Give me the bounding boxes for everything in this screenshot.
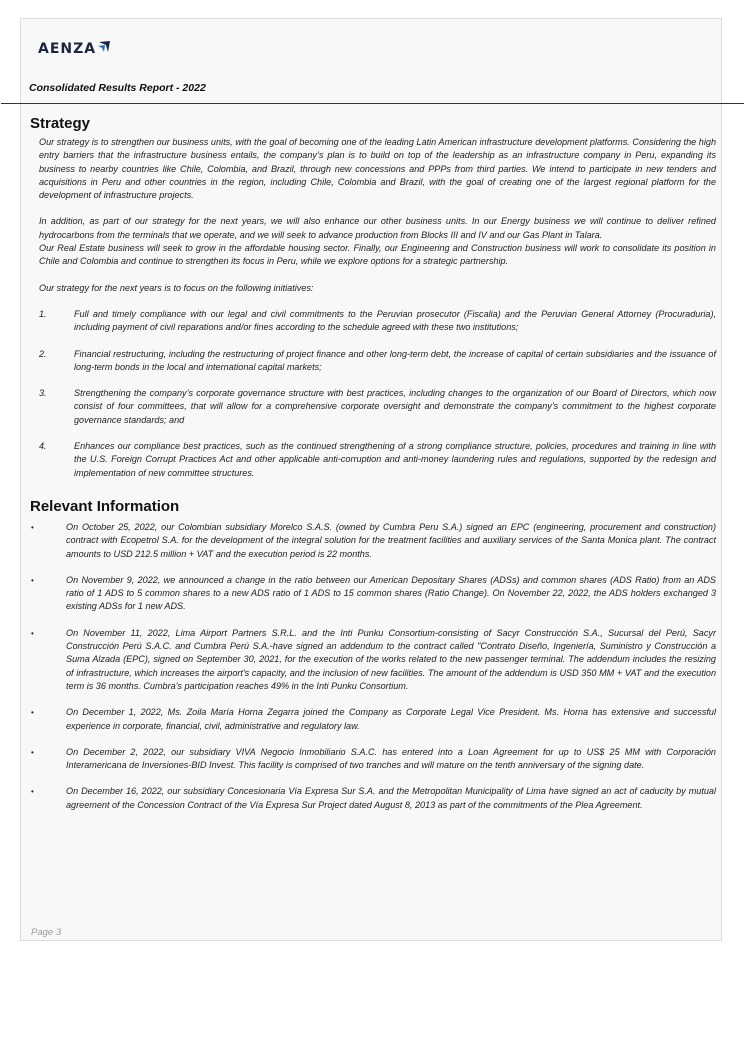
bullet-icon bbox=[30, 785, 66, 812]
document-page bbox=[20, 18, 722, 941]
bullet-icon bbox=[30, 627, 66, 693]
list-item bbox=[30, 574, 716, 614]
list-item-text: Enhances our compliance best practices, such as the continued strengthening of a strong compliance structure, policies, procedures and training in line with the U.S. Foreign Corrupt Practices Act and other applicable anti-corruption and anti-money laundering rules and regulations, supported by the redesign and implementation of new committee structures. bbox=[74, 441, 716, 478]
list-number: 1. bbox=[39, 308, 47, 319]
strategy-heading: Strategy bbox=[30, 115, 91, 132]
bullet-icon bbox=[30, 706, 66, 733]
logo-arrow-icon bbox=[97, 40, 111, 54]
report-title: Consolidated Results Report - 2022 bbox=[29, 82, 206, 94]
list-item bbox=[39, 348, 716, 375]
list-item-text: On October 25, 2022, our Colombian subsidiary Morelco S.A.S. (owned by Cumbra Peru S.A.) signed an EPC (engineering, procurement and construction) contract with Ecopetrol S.A. for the development of the integral solution for the treatment facilities and auxiliary services of the Santa Monica plant. The contract amounts to USD 212.5 million + VAT and the execution period is 22 months. bbox=[66, 521, 716, 559]
initiatives-list bbox=[39, 308, 716, 480]
list-item-text: On November 9, 2022, we announced a change in the ratio between our American Depositary Shares (ADSs) and common shares (ADS Ratio) from an ADS ratio of 1 ADS to 5 common shares to a new ADS ratio of 1 ADS to 15 common shares (Ratio Change). On November 22, 2022, the ADS holders exchanged 3 existing ADSs for 1 new ADS. bbox=[66, 574, 716, 612]
list-number: 4. bbox=[39, 441, 47, 452]
list-item bbox=[39, 440, 716, 480]
logo-wordmark: AENZA bbox=[38, 41, 97, 57]
list-number: 2. bbox=[39, 348, 47, 359]
list-item bbox=[39, 387, 716, 427]
list-item bbox=[39, 308, 716, 335]
bullet-icon bbox=[30, 746, 66, 773]
list-item-text: Strengthening the company’s corporate governance structure with best practices, including changes to the organization of our Board of Directors, which now consist of four committees, that will allow for a comprehensive corporate oversight and demonstrate the company’s commitment to the highest corporate governance standards; and bbox=[74, 388, 716, 425]
list-item-text: On November 11, 2022, Lima Airport Partners S.R.L. and the Inti Punku Consortium-consisting of Sacyr Construcción S.A., Sucursal del Perú, Sacyr Construcción Perú S.A.C. and Cumbra Perú S.A.-have signed an addendum to the contract called "Contrato Diseño, Ingeniería, Suministro y Construcción a Suma Alzada (EPC), signed on September 30, 2021, for the execution of the works related to the new passenger terminal. The addendum includes the resizing of infrastructure, which increases the airport's capacity, and the inclusion of new facilities. The amount of the addendum is USD 350 MM + VAT and the execution term is 36 months. Cumbra's participation reaches 49% in the Inti Punku Consortium. bbox=[66, 627, 716, 691]
list-item bbox=[30, 627, 716, 693]
list-item bbox=[30, 746, 716, 773]
main-content bbox=[30, 115, 716, 825]
list-item-text: On December 16, 2022, our subsidiary Concesionaria Vía Expresa Sur S.A. and the Metropolitan Municipality of Lima have signed an act of caducity by mutual agreement of the Concession Contract of the Vía Expresa Sur Project dated August 8, 2013 as part of the commitments of the Plea Agreement. bbox=[66, 786, 716, 810]
header-divider bbox=[1, 103, 744, 104]
list-item-text: Financial restructuring, including the restructuring of project finance and other long-term debt, the increase of capital of certain subsidiaries and the issuance of long-term bonds in the local and international capital markets; bbox=[74, 348, 716, 372]
relevant-information-heading: Relevant Information bbox=[30, 497, 180, 515]
page-number: Page 3 bbox=[31, 927, 62, 938]
list-item bbox=[30, 706, 716, 733]
list-item-text: On December 1, 2022, Ms. Zoila María Horna Zegarra joined the Company as Corporate Legal Vice President. Ms. Horna has extensive and successful experience in corporate, financial, civil, administrative and regulatory law. bbox=[66, 707, 716, 731]
strategy-paragraph: Our strategy is to strengthen our business units, with the goal of becoming one of the leading Latin American infrastructure development platforms. Considering the high entry barriers that the infrastructure business entails, the company’s plan is to build on top of the leadership as an infrastructure company in Peru, expanding its business to nearby countries like Chile, Colombia, and Brazil, through new concessions and PPPs from third parties. We intend to participate in new tenders and acquisitions in Peru and other countries in the region, including Chile, Colombia and Brazil, with the goal of creating one of the largest regional platform for the development of infrastructure projects. bbox=[39, 137, 716, 201]
bullet-icon bbox=[30, 574, 66, 614]
company-logo bbox=[38, 41, 111, 57]
list-item-text: On December 2, 2022, our subsidiary VIVA Negocio Inmobiliario S.A.C. has entered into a Loan Agreement for up to US$ 25 MM with Corporación Interamericana de Inversiones-BID Invest. This facility is comprised of two tranches and will mature on the tenth anniversary of the signing date. bbox=[66, 746, 716, 771]
strategy-paragraph: Our Real Estate business will seek to grow in the affordable housing sector. Finally, our Engineering and Construction business will work to consolidate its position in Chile and Colombia and continue to strengthen its focus in Peru, while we explore options for a strategic partnership. bbox=[39, 243, 716, 267]
relevant-information-list bbox=[30, 521, 716, 812]
strategy-paragraph: Our strategy for the next years is to focus on the following initiatives: bbox=[39, 282, 314, 293]
list-item-text: Full and timely compliance with our legal and civil commitments to the Peruvian prosecutor (Fiscalia) and the Peruvian General Attorney (Procuraduria), including payment of civil reparations and/or fines according to the schedule agreed with these two institutions; bbox=[74, 308, 716, 333]
list-item bbox=[30, 785, 716, 812]
strategy-paragraph: In addition, as part of our strategy for the next years, we will also enhance our other business units. In our Energy business we will continue to deliver refined hydrocarbons from the terminals that we operate, and we will seek to advance production from Blocks III and IV and our Gas Plant in Talara. bbox=[39, 216, 716, 240]
list-item bbox=[30, 521, 716, 561]
bullet-icon bbox=[30, 521, 66, 561]
list-number: 3. bbox=[39, 388, 47, 399]
